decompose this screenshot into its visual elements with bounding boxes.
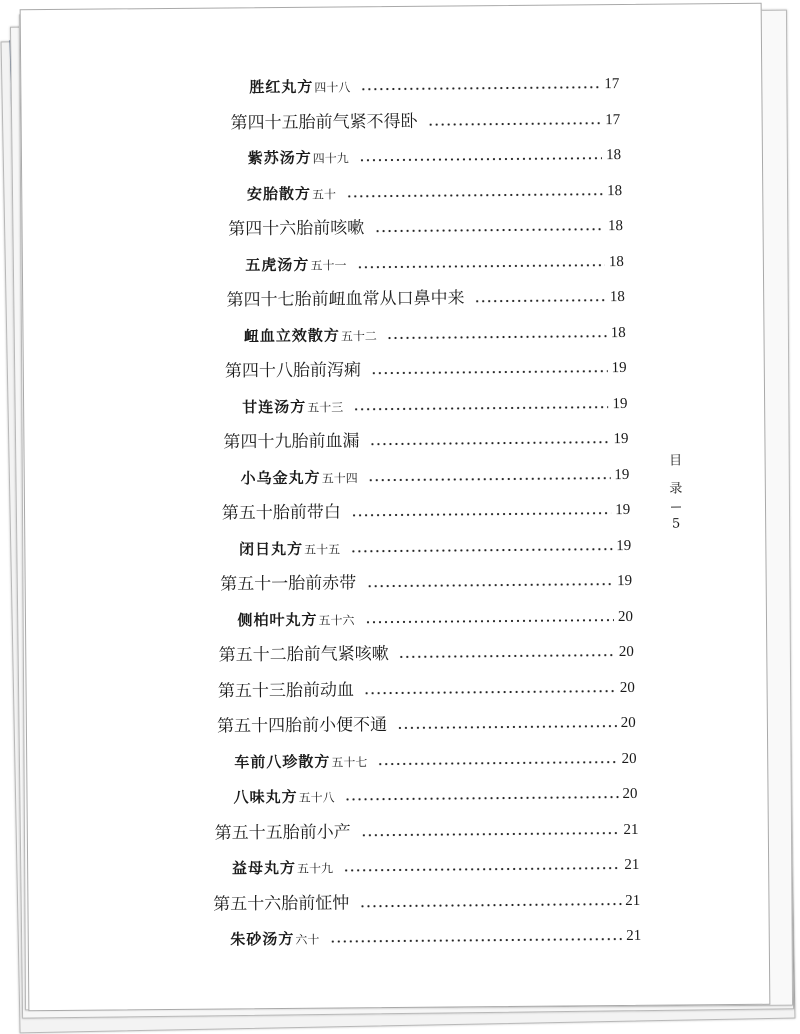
toc-entry-title: 小乌金丸方: [240, 468, 321, 487]
toc-recipe-entry[interactable]: [242, 386, 628, 417]
toc-page-number: 21: [626, 927, 642, 944]
toc-page-number: 20: [620, 714, 636, 732]
toc-dot-leader: [361, 831, 620, 837]
table-of-contents: [21, 4, 770, 1010]
toc-dot-leader: [351, 511, 611, 517]
toc-dot-leader: [359, 156, 602, 162]
toc-page-number: 19: [611, 359, 627, 377]
toc-page-number: 21: [625, 892, 641, 909]
toc-recipe-entry[interactable]: [233, 777, 637, 809]
toc-dot-leader: [369, 440, 609, 446]
toc-page-number: 19: [615, 501, 631, 519]
toc-page-number: 20: [619, 679, 635, 696]
toc-page-number: 19: [614, 466, 630, 483]
toc-recipe-entry[interactable]: [232, 848, 640, 880]
toc-entry-title: 安胎散方: [246, 184, 312, 203]
toc-entry-title: 紫苏汤方: [247, 148, 312, 168]
toc-entry-title: 第五十一胎前赤带: [220, 573, 357, 595]
toc-entry-title: 第五十胎前带白: [221, 502, 341, 524]
toc-entry-title: 第四十九胎前血漏: [223, 431, 360, 453]
toc-dot-leader: [397, 724, 617, 730]
toc-recipe-entry[interactable]: [245, 244, 624, 275]
toc-entry-title: 第五十四胎前小便不通: [217, 715, 388, 737]
toc-entry-title: 车前八珍散方: [234, 752, 331, 771]
toc-page-number: 21: [624, 856, 640, 874]
toc-page-number: 18: [608, 253, 624, 270]
toc-section-entry[interactable]: [218, 670, 635, 702]
toc-section-entry[interactable]: [213, 883, 640, 915]
toc-entry-number: 四十八: [314, 80, 351, 95]
toc-entry-title: 闭日丸方: [238, 539, 304, 558]
toc-entry-number: 五十三: [307, 399, 344, 415]
toc-page-number: 19: [613, 430, 629, 448]
toc-dot-leader: [345, 795, 619, 801]
toc-section-entry[interactable]: [220, 564, 632, 596]
toc-section-entry[interactable]: [228, 209, 623, 240]
toc-dot-leader: [329, 937, 622, 944]
toc-dot-leader: [359, 902, 621, 908]
toc-dot-leader: [346, 192, 603, 198]
toc-entry-number: 五十六: [318, 612, 355, 628]
toc-entry-title: 朱砂汤方: [230, 929, 295, 949]
toc-dot-leader: [374, 227, 604, 233]
toc-dot-leader: [399, 653, 615, 659]
toc-entry-title: 第四十八胎前泻痢: [224, 360, 362, 382]
toc-page-number: 20: [617, 608, 634, 625]
toc-entry-title: 甘连汤方: [242, 397, 307, 416]
toc-entry-title: 第五十六胎前怔忡: [213, 892, 350, 915]
toc-entry-title: 第四十五胎前气紧不得卧: [230, 111, 418, 133]
toc-page-number: 20: [622, 785, 638, 803]
toc-dot-leader: [356, 263, 604, 269]
toc-section-entry[interactable]: [230, 103, 620, 134]
toc-page-number: 18: [606, 147, 622, 164]
toc-entry-number: 五十二: [340, 328, 377, 343]
toc-entry-title: 第五十五胎前小产: [214, 821, 351, 844]
toc-entry-title: 五虎汤方: [245, 255, 310, 274]
toc-section-entry[interactable]: [217, 706, 636, 738]
side-char-lu: 录: [669, 481, 683, 497]
toc-recipe-entry[interactable]: [230, 919, 641, 951]
toc-page-number: 20: [618, 643, 634, 661]
toc-entry-title: 第五十二胎前气紧咳嗽: [218, 644, 389, 666]
toc-recipe-entry[interactable]: [249, 67, 619, 98]
toc-section-entry[interactable]: [223, 422, 628, 454]
toc-page-number: 18: [607, 218, 624, 235]
toc-recipe-entry[interactable]: [237, 599, 633, 630]
toc-entry-title: 第五十三胎前动血: [217, 679, 354, 702]
toc-dot-leader: [353, 405, 608, 411]
toc-entry-title: 益母丸方: [231, 858, 297, 878]
toc-entry-number: 五十一: [310, 257, 347, 273]
toc-page-number: 18: [610, 324, 626, 341]
toc-dot-leader: [428, 121, 602, 127]
toc-dot-leader: [350, 547, 612, 553]
toc-entry-number: 五十: [311, 187, 337, 202]
side-dash: [671, 507, 681, 508]
toc-page-number: 20: [621, 750, 637, 767]
toc-entry-number: 五十五: [304, 541, 341, 557]
side-running-head: [661, 452, 692, 543]
toc-entry-title: 侧柏叶丸方: [237, 610, 318, 629]
toc-page-number: 18: [609, 288, 625, 306]
toc-section-entry[interactable]: [222, 493, 631, 525]
toc-entry-title: 衄血立效散方: [243, 325, 340, 345]
toc-page-number: 19: [616, 572, 633, 590]
toc-dot-leader: [366, 582, 613, 588]
toc-page: [20, 3, 771, 1011]
toc-section-entry[interactable]: [225, 351, 627, 383]
toc-recipe-entry[interactable]: [247, 174, 622, 205]
toc-entry-number: 五十九: [296, 861, 334, 876]
toc-dot-leader: [377, 760, 617, 766]
toc-dot-leader: [475, 298, 606, 303]
toc-dot-leader: [387, 334, 607, 340]
toc-section-entry[interactable]: [226, 280, 624, 311]
toc-dot-leader: [360, 85, 600, 91]
toc-entry-number: 四十九: [312, 151, 349, 166]
side-char-mu: 目: [669, 453, 683, 469]
toc-page-number: 19: [616, 537, 632, 554]
toc-section-entry[interactable]: [219, 635, 634, 667]
toc-dot-leader: [365, 618, 614, 624]
toc-recipe-entry[interactable]: [239, 528, 631, 559]
toc-entry-number: 六十: [295, 932, 320, 947]
side-page-number: 5: [671, 516, 681, 532]
toc-recipe-entry[interactable]: [234, 741, 637, 773]
toc-entry-title: 八味丸方: [233, 787, 298, 807]
toc-dot-leader: [368, 476, 611, 482]
toc-page-number: 18: [606, 182, 623, 199]
toc-entry-number: 五十八: [298, 790, 335, 805]
toc-entry-title: 第四十七胎前衄血常从口鼻中来: [226, 288, 465, 311]
toc-entry-number: 五十七: [331, 754, 368, 770]
toc-entry-title: 第四十六胎前咳嗽: [228, 218, 365, 240]
toc-page-number: 21: [623, 821, 639, 838]
toc-dot-leader: [371, 369, 608, 375]
toc-section-entry[interactable]: [215, 812, 639, 844]
toc-dot-leader: [364, 689, 616, 695]
toc-recipe-entry[interactable]: [248, 138, 622, 169]
toc-recipe-entry[interactable]: [244, 315, 626, 346]
toc-page-number: 19: [612, 395, 628, 412]
toc-dot-leader: [343, 866, 620, 872]
toc-entry-number: 五十四: [321, 470, 358, 486]
toc-page-number: 17: [604, 76, 620, 93]
toc-entry-title: 胜红丸方: [249, 77, 314, 97]
toc-page-number: 17: [605, 111, 621, 128]
toc-recipe-entry[interactable]: [240, 457, 629, 488]
